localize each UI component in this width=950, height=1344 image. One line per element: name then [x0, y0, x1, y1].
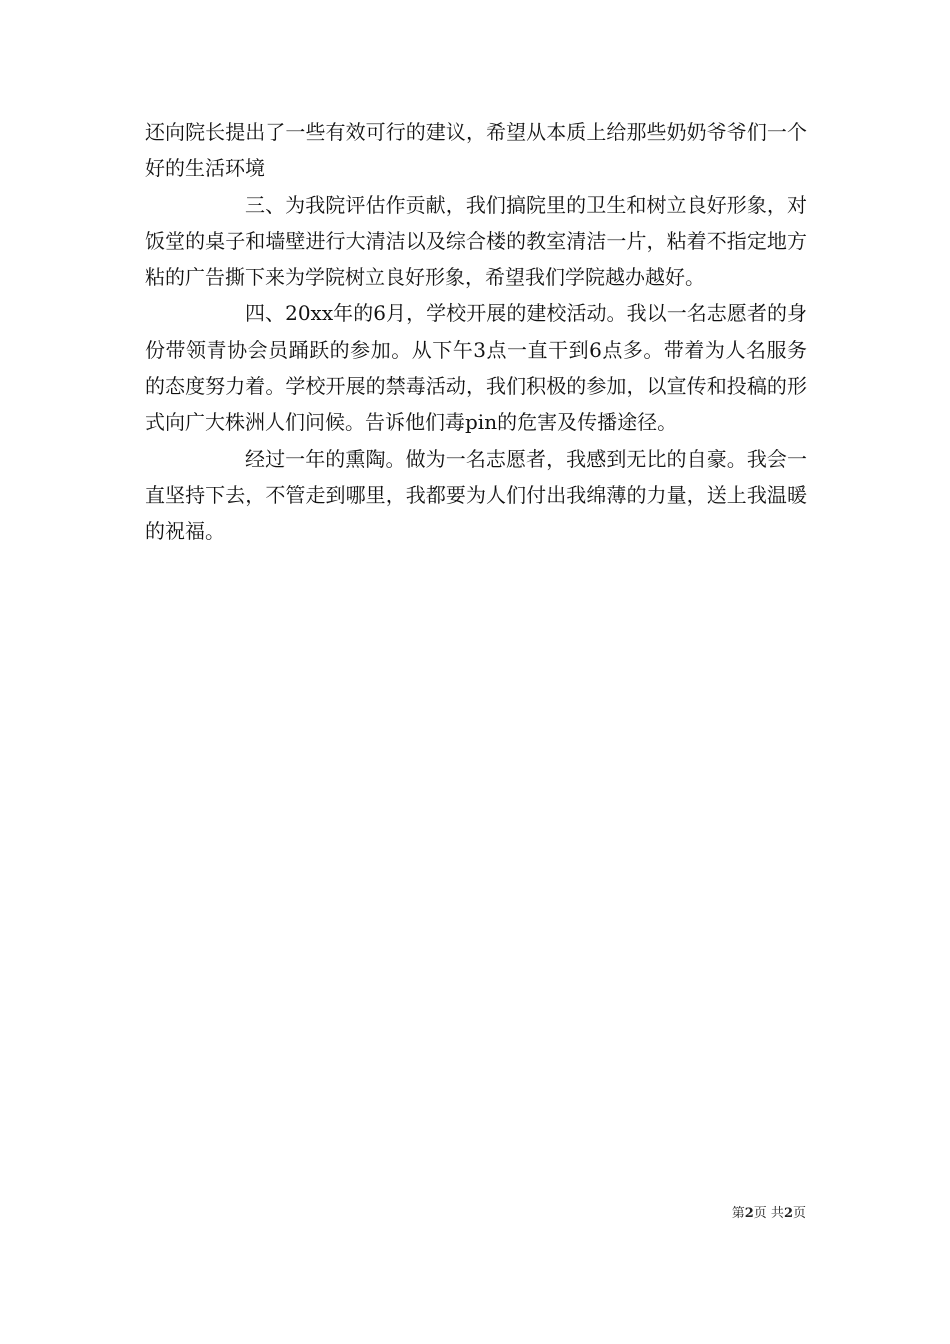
- footer-middle: 页 共: [753, 1206, 784, 1221]
- footer-prefix: 第: [731, 1206, 745, 1221]
- paragraph-item-four: 四、20xx年的6月，学校开展的建校活动。我以一名志愿者的身份带领青协会员踊跃的参加。从下午3点一直干到6点多。带着为人名服务的态度努力着。学校开展的禁毒活动，我们积极的参加，以宣传和投稿的形式向广大株洲人们问候。告诉他们毒pin的危害及传播途径。: [145, 301, 807, 435]
- document-body: [145, 114, 807, 550]
- footer-current-page: 2: [744, 1206, 754, 1221]
- paragraph-conclusion: 经过一年的熏陶。做为一名志愿者，我感到无比的自豪。我会一直坚持下去，不管走到哪里，我都要为人们付出我绵薄的力量，送上我温暖的祝福。: [145, 446, 807, 544]
- page-number-footer: [732, 1205, 806, 1223]
- paragraph-item-three: 三、为我院评估作贡献，我们搞院里的卫生和树立良好形象，对饭堂的桌子和墙壁进行大清洁以及综合楼的教室清洁一片，粘着不指定地方粘的广告撕下来为学院树立良好形象，希望我们学院越办越好。: [145, 192, 807, 290]
- paragraph-continuation: 还向院长提出了一些有效可行的建议，希望从本质上给那些奶奶爷爷们一个好的生活环境: [145, 120, 807, 181]
- footer-total-pages: 2: [783, 1206, 793, 1221]
- footer-suffix: 页: [792, 1206, 806, 1221]
